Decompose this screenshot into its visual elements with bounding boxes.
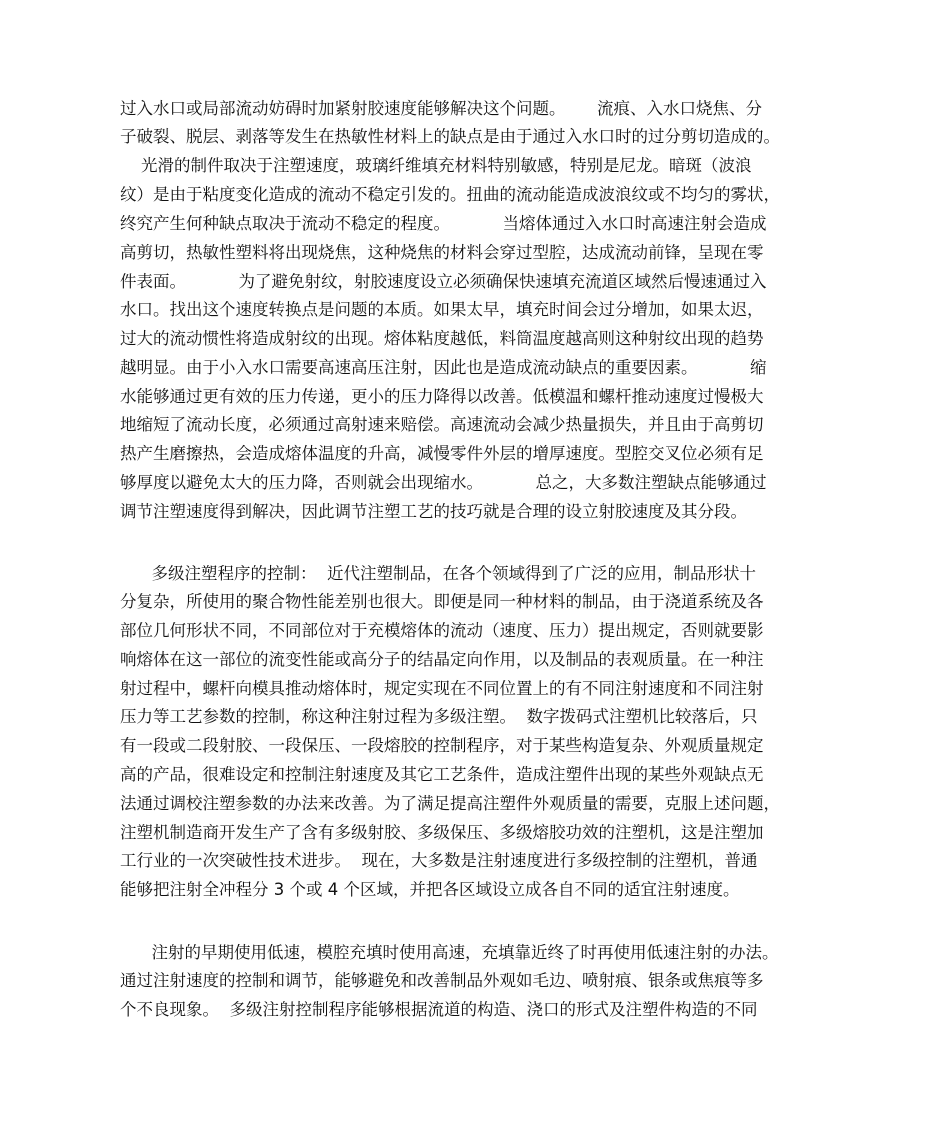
text-line: 通过注射速度的控制和调节，能够避免和改善制品外观如毛边、喷射痕、银条或焦痕等多 <box>120 971 764 990</box>
text-line: 过大的流动惯性将造成射纹的出现。熔体粘度越低，料筒温度越高则这种射纹出现的趋势 <box>120 329 764 348</box>
text-line: 终究产生何种缺点取决于流动不稳定的程度。 当熔体通过入水口时高速注射会造成 <box>120 214 767 233</box>
text-line: 过入水口或局部流动妨碍时加紧射胶速度能够解决这个问题。 流痕、入水口烧焦、分 <box>120 99 762 118</box>
text-line: 分复杂，所使用的聚合物性能差别也很大。即便是同一种材料的制品，由于浇道系统及各 <box>120 592 764 611</box>
text-line: 射过程中，螺杆向模具推动熔体时，规定实现在不同位置上的有不同注射速度和不同注射 <box>120 679 764 698</box>
text-line: 光滑的制件取决于注塑速度，玻璃纤维填充材料特别敏感，特别是尼龙。暗斑（波浪 <box>120 156 752 175</box>
text-line: 热产生磨擦热，会造成熔体温度的升高，减慢零件外层的增厚速度。型腔交叉位必须有足 <box>120 444 764 463</box>
text-line: 高的产品，很难设定和控制注射速度及其它工艺条件，造成注塑件出现的某些外观缺点无 <box>120 765 764 784</box>
text-line: 部位几何形状不同，不同部位对于充模熔体的流动（速度、压力）提出规定，否则就要影 <box>120 621 764 640</box>
text-line: 压力等工艺参数的控制，称这种注射过程为多级注塑。 数字拨码式注塑机比较落后，只 <box>120 707 758 726</box>
text-line: 水能够通过更有效的压力传递，更小的压力降得以改善。低模温和螺杆推动速度过慢极大 <box>120 387 764 406</box>
text-line: 法通过调校注塑参数的办法来改善。为了满足提高注塑件外观质量的需要，克服上述问题， <box>120 794 780 813</box>
text-line: 工行业的一次突破性技术进步。 现在，大多数是注射速度进行多级控制的注塑机，普通 <box>120 851 758 870</box>
text-line: 响熔体在这一部位的流变性能或高分子的结晶定向作用，以及制品的表观质量。在一种注 <box>120 650 764 669</box>
text-line: 纹）是由于粘度变化造成的流动不稳定引发的。扭曲的流动能造成波浪纹或不均匀的雾状， <box>120 185 780 204</box>
text-line: 个不良现象。 多级注射控制程序能够根据流道的构造、浇口的形式及注塑件构造的不同 <box>120 1000 758 1019</box>
text-line: 地缩短了流动长度，必须通过高射速来赔偿。高速流动会减少热量损失，并且由于高剪切 <box>120 415 764 434</box>
text-line: 有一段或二段射胶、一段保压、一段熔胶的控制程序，对于某些构造复杂、外观质量规定 <box>120 736 764 755</box>
text-line: 能够把注射全冲程分 3 个或 4 个区域，并把各区域设立成各自不同的适宜注射速度。 <box>120 880 740 899</box>
text-line: 高剪切，热敏性塑料将出现烧焦，这种烧焦的材料会穿过型腔，达成流动前锋，呈现在零 <box>120 243 764 262</box>
text-line: 件表面。 为了避免射纹，射胶速度设立必须确保快速填充流道区域然后慢速通过入 <box>120 272 767 291</box>
text-line: 够厚度以避免太大的压力降，否则就会出现缩水。 总之，大多数注塑缺点能够通过 <box>120 473 767 492</box>
text-line: 注射的早期使用低速，模腔充填时使用高速，充填靠近终了时再使用低速注射的办法。 <box>120 943 779 962</box>
text-line: 多级注塑程序的控制： 近代注塑制品，在各个领域得到了广泛的应用，制品形状十 <box>120 564 756 583</box>
text-line: 水口。找出这个速度转换点是问题的本质。如果太早，填充时间会过分增加，如果太迟， <box>120 300 764 319</box>
text-line: 越明显。由于小入水口需要高速高压注射，因此也是造成流动缺点的重要因素。 缩 <box>120 358 767 377</box>
text-line: 注塑机制造商开发生产了含有多级射胶、多级保压、多级熔胶功效的注塑机，这是注塑加 <box>120 823 764 842</box>
text-line: 子破裂、脱层、剥落等发生在热敏性材料上的缺点是由于通过入水口时的过分剪切造成的。 <box>120 127 780 146</box>
text-line: 调节注塑速度得到解决，因此调节注塑工艺的技巧就是合理的设立射胶速度及其分段。 <box>120 502 747 521</box>
